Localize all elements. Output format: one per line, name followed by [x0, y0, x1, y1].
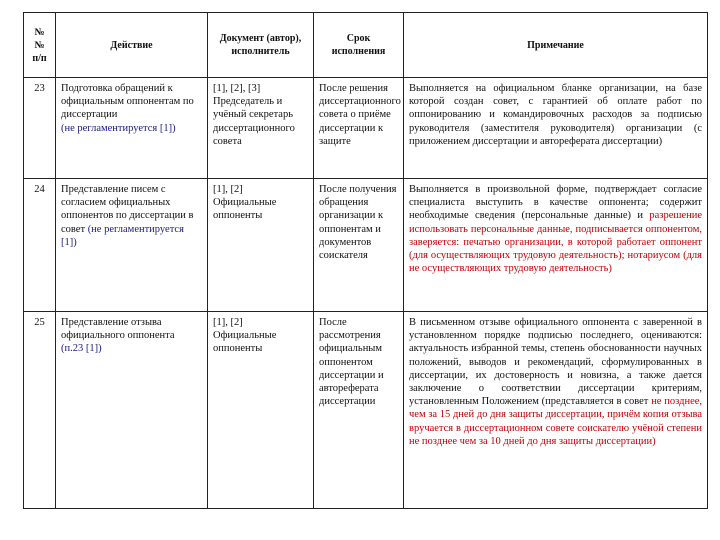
document-refs: [1], [2] [213, 317, 243, 328]
note-text: В письменном отзыве официального оппонента с заверенной в установленном порядке подписью последнего, оцениваются: актуальность избранной темы, степень обоснованности научных положений, выводов и рекомендаций, сформулированных в диссертации, их достоверность и новизна, а также дается заключение о соответствии диссертации критериям, установленным Положением (представляется в совет [409, 317, 702, 408]
header-row [24, 13, 708, 78]
table-row [24, 78, 708, 179]
note-highlight: не позднее, чем за 15 дней до дня защиты диссертации, причём копия отзыва вручается в диссертационном совете соискателю учёной степени не позднее чем за 10 дней до дня защиты диссертации) [409, 396, 703, 447]
note-cell [404, 179, 708, 312]
deadline-cell: После решения диссертационного совета о приёме диссертации к защите [314, 78, 404, 179]
header-note: Примечание [404, 13, 708, 78]
note-text: Выполняется в произвольной форме, подтверждает согласие специалиста выступить в качестве оппонента; содержит необходимые сведения (персональные данные) и [409, 184, 702, 222]
table-row [24, 312, 708, 509]
document-refs: [1], [2], [3] [213, 83, 261, 94]
document-cell [208, 312, 314, 509]
action-text: Представление писем с согласием официальных оппонентов по диссертации в совет [61, 184, 194, 235]
action-cell [56, 78, 208, 179]
document-text: Председатель и учёный секретарь диссертационного совета [213, 96, 295, 147]
document-cell [208, 78, 314, 179]
action-reference: (не регламентируется [1]) [61, 223, 184, 248]
action-reference: (п.23 [1]) [61, 343, 102, 355]
row-number: 23 [24, 78, 56, 179]
action-cell [56, 179, 208, 312]
note-highlight: разрешение использовать персональные данные, подписывается оппонентом, заверяется: печатью организации, в которой работает оппонент (для осуществляющих трудовую деятельность); нотариусом (для не осуществляющих трудовую деятельность) [409, 210, 703, 275]
header-document: Документ (автор), исполнитель [208, 13, 314, 78]
action-text: Представление отзыва официального оппонента [61, 317, 175, 342]
document-text: Официальные оппоненты [213, 330, 277, 355]
table-row [24, 179, 708, 312]
action-reference: (не регламентируется [1]) [61, 122, 176, 134]
action-cell [56, 312, 208, 509]
document-refs: [1], [2] [213, 184, 243, 195]
note-cell: Выполняется на официальном бланке организации, на базе которой создан совет, с гарантией об оплате работ по оппонированию и командировочных расходов за подписью руководителя (заместителя руководителя) организации (с приложением диссертации и автореферата диссертации) [404, 78, 708, 179]
action-text: Подготовка обращений к официальным оппонентам по диссертации [61, 83, 194, 121]
row-number: 24 [24, 179, 56, 312]
note-cell [404, 312, 708, 509]
procedure-table [23, 12, 708, 509]
header-deadline: Срок исполнения [314, 13, 404, 78]
document-text: Официальные оппоненты [213, 197, 277, 222]
document-cell [208, 179, 314, 312]
header-action: Действие [56, 13, 208, 78]
header-num: № № п/п [24, 13, 56, 78]
deadline-cell: После получения обращения организации к оппонентам и документов соискателя [314, 179, 404, 312]
deadline-cell: После рассмотрения официальным оппонентом диссертации и автореферата диссертации [314, 312, 404, 509]
row-number: 25 [24, 312, 56, 509]
